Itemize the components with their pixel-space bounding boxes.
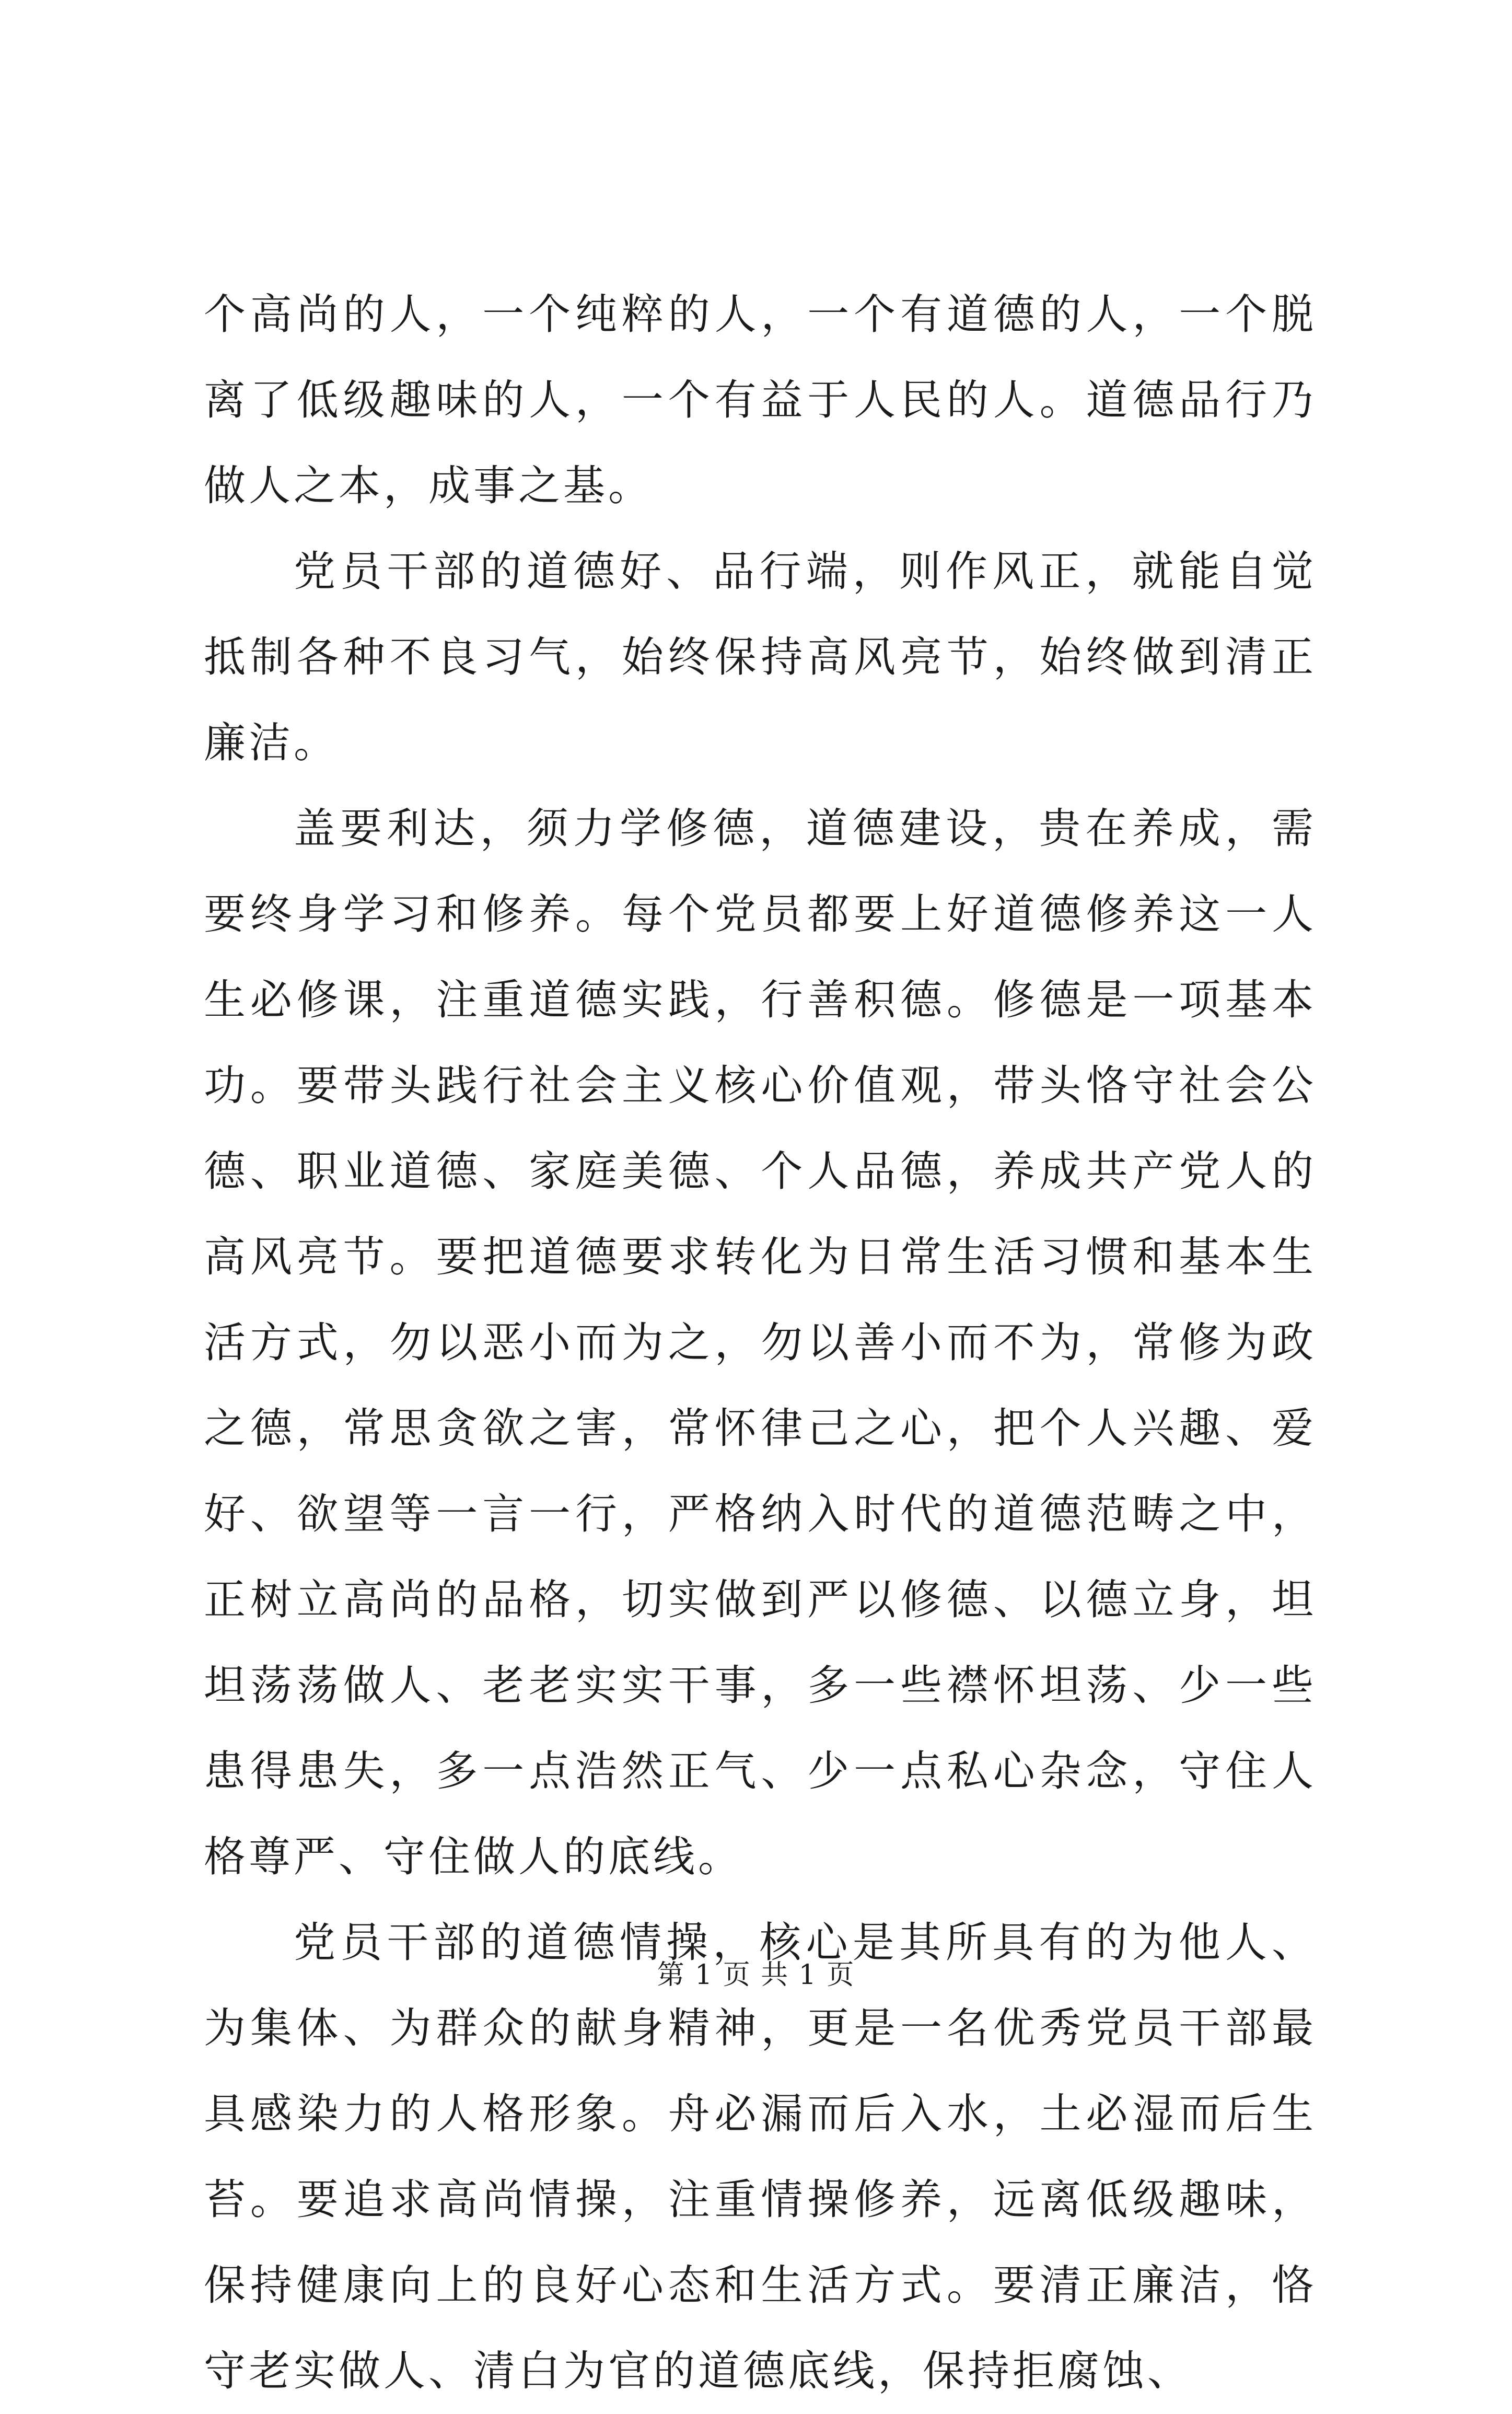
paragraph-2: 党员干部的道德好、品行端，则作风正，就能自觉抵制各种不良习气，始终保持高风亮节，始终做到清正廉洁。 — [204, 547, 1317, 767]
page-number-footer: 第 1 页 共 1 页 — [657, 1959, 855, 1991]
paragraph-3: 盖要利达，须力学修德，道德建设，贵在养成，需要终身学习和修养。每个党员都要上好道德修养这一人生必修课，注重道德实践，行善积德。修德是一项基本功。要带头践行社会主义核心价值观，带头恪守社会公德、职业道德、家庭美德、个人品德，养成共产党人的高风亮节。要把道德要求转化为日常生活习惯和基本生活方式，勿以恶小而为之，勿以善小而不为，常修为政之德，常思贪欲之害，常怀律己之心，把个人兴趣、爱好、欲望等一言一行，严格纳入时代的道德范畴之中，正树立高尚的品格，切实做到严以修德、以德立身，坦坦荡荡做人、老老实实干事，多一些襟怀坦荡、少一些患得患失，多一点浩然正气、少一点私心杂念，守住人格尊严、守住做人的底线。 — [204, 804, 1317, 1881]
paragraph-4: 党员干部的道德情操，核心是其所具有的为他人、为集体、为群众的献身精神，更是一名优秀党员干部最具感染力的人格形象。舟必漏而后入水，土必湿而后生苔。要追求高尚情操，注重情操修养，远离低级趣味，保持健康向上的良好心态和生活方式。要清正廉洁，恪守老实做人、清白为官的道德底线，保持拒腐蚀、 — [204, 1918, 1317, 2395]
document-body — [204, 272, 1317, 2414]
paragraph-1: 个高尚的人，一个纯粹的人，一个有道德的人，一个脱离了低级趣味的人，一个有益于人民的人。道德品行乃做人之本，成事之基。 — [204, 290, 1317, 510]
